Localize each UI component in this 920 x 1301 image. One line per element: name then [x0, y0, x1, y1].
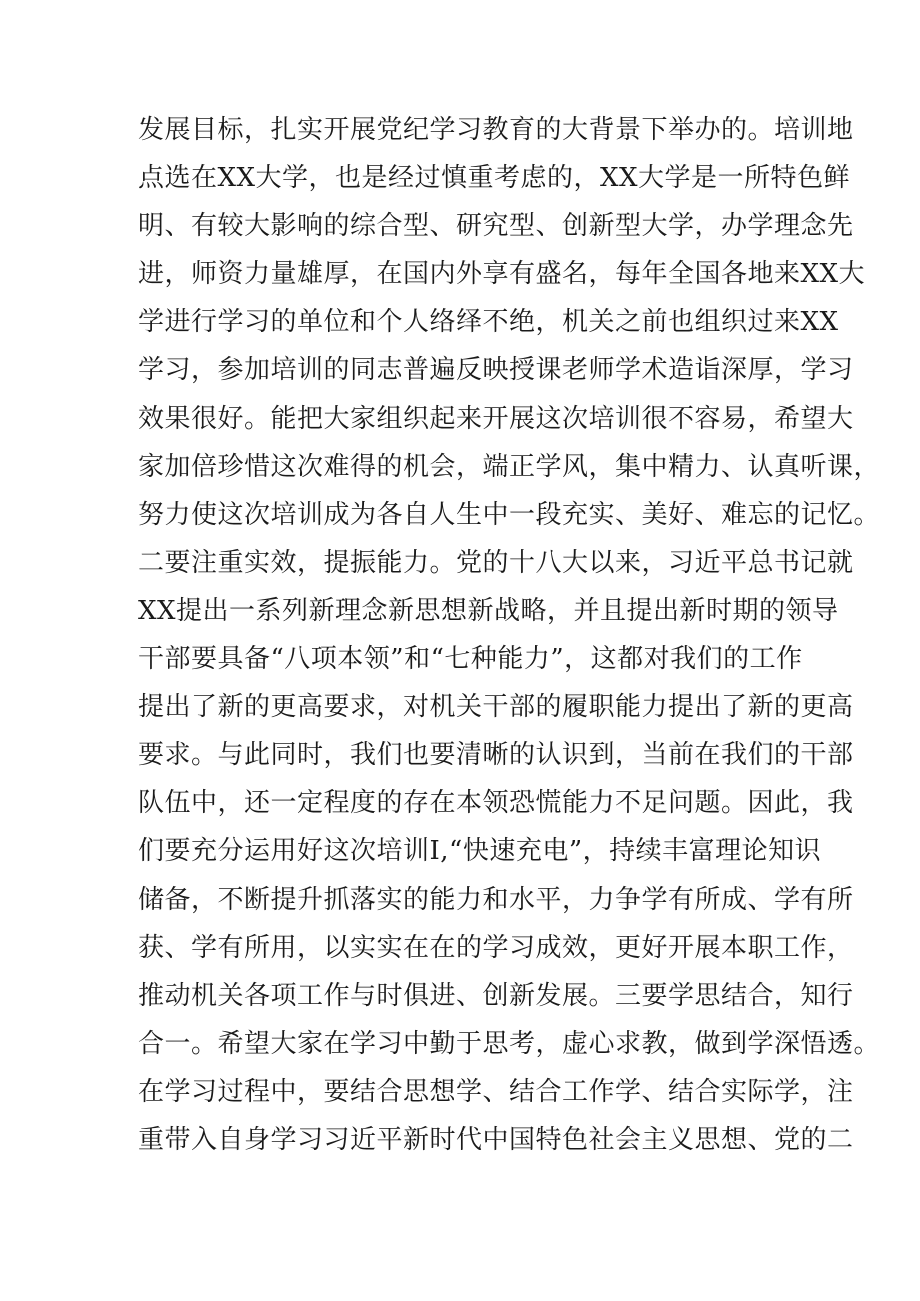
body-text — [138, 106, 881, 1164]
text-line: 在学习过程中，要结合思想学、结合工作学、结合实际学，注 — [138, 1076, 854, 1107]
text-line: 二要注重实效，提振能力。党的十八大以来，习近平总书记就 — [138, 547, 854, 578]
text-line: 队伍中，还一定程度的存在本领恐慌能力不足问题。因此，我 — [138, 788, 854, 819]
text-line: 干部要具备“八项本领”和“七种能力”，这都对我们的工作 — [138, 644, 803, 675]
text-line: 家加倍珍惜这次难得的机会，端正学风，集中精力、认真听课， — [138, 451, 881, 482]
text-line: 要求。与此同时，我们也要清晰的认识到，当前在我们的干部 — [138, 740, 854, 771]
text-line: 获、学有所用，以实实在在的学习成效，更好开展本职工作， — [138, 932, 854, 963]
text-line: XX提出一系列新理念新思想新战略，并且提出新时期的领导 — [138, 595, 839, 626]
text-line: 合一。希望大家在学习中勤于思考，虚心求教，做到学深悟透。 — [138, 1028, 881, 1059]
text-line: 推动机关各项工作与时俱进、创新发展。三要学思结合，知行 — [138, 980, 854, 1011]
text-line: 储备，不断提升抓落实的能力和水平，力争学有所成、学有所 — [138, 884, 854, 915]
text-line: 重带入自身学习习近平新时代中国特色社会主义思想、党的二 — [138, 1124, 854, 1155]
text-line: 努力使这次培训成为各自人生中一段充实、美好、难忘的记忆。 — [138, 499, 881, 530]
text-line: 学习，参加培训的同志普遍反映授课老师学术造诣深厚，学习 — [138, 355, 854, 386]
text-line: 效果很好。能把大家组织起来开展这次培训很不容易，希望大 — [138, 403, 854, 434]
text-line: 提出了新的更高要求，对机关干部的履职能力提出了新的更高 — [138, 692, 854, 723]
text-line: 发展目标，扎实开展党纪学习教育的大背景下举办的。培训地 — [138, 115, 854, 145]
text-line: 点选在XX大学，也是经过慎重考虑的，XX大学是一所特色鲜 — [138, 163, 851, 194]
text-line: 学进行学习的单位和个人络绎不绝，机关之前也组织过来XX — [138, 307, 839, 338]
text-line: 明、有较大影响的综合型、研究型、创新型大学，办学理念先 — [138, 211, 854, 242]
text-line: 们要充分运用好这次培训I,“快速充电”，持续丰富理论知识 — [138, 836, 822, 867]
text-line: 进，师资力量雄厚，在国内外享有盛名，每年全国各地来XX大 — [138, 259, 866, 290]
